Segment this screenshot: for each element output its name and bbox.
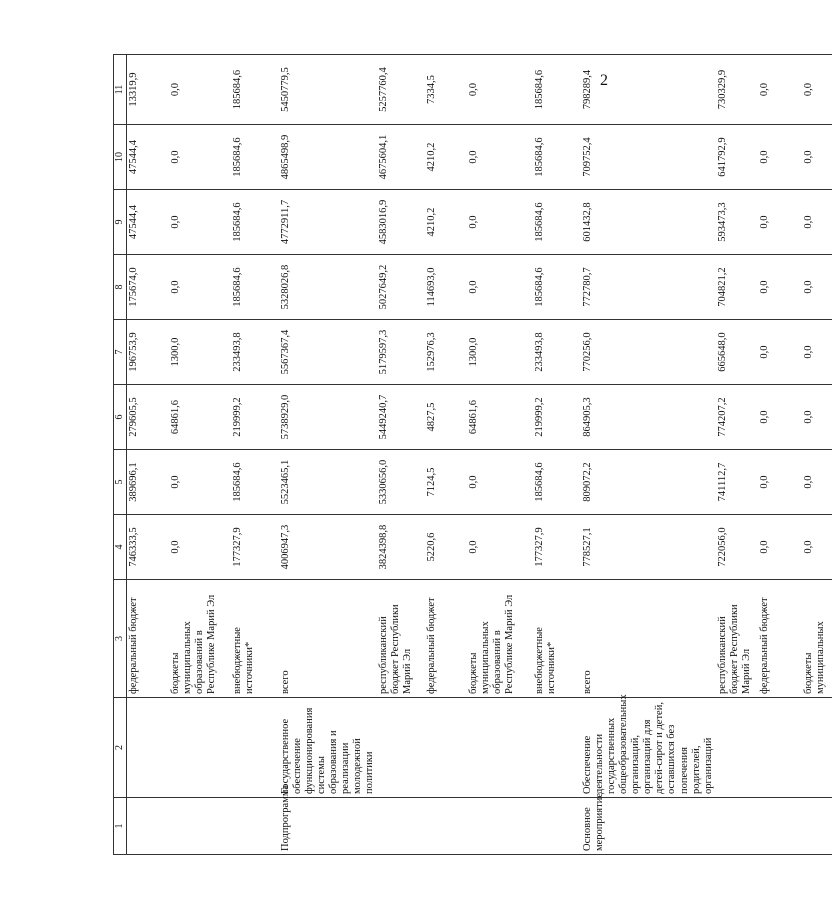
column-header-2: 2 — [114, 698, 127, 798]
row-category-cell — [758, 798, 802, 855]
value-cell-col-11: 5257760,4 — [377, 55, 425, 125]
funding-source-cell: федеральный бюджет — [425, 580, 467, 698]
value-cell-col-11: 13319,9 — [127, 55, 169, 125]
value-cell-col-6: 5449240,7 — [377, 385, 425, 450]
value-cell-col-10: 0,0 — [802, 125, 832, 190]
value-cell-col-4: 0,0 — [169, 515, 231, 580]
table-row — [231, 55, 279, 855]
value-cell-col-6: 64861,6 — [169, 385, 231, 450]
value-cell-col-5: 0,0 — [758, 450, 802, 515]
value-cell-col-6: 0,0 — [802, 385, 832, 450]
value-cell-col-11: 0,0 — [169, 55, 231, 125]
table-row — [581, 55, 716, 855]
funding-source-cell: всего — [581, 580, 716, 698]
value-cell-col-6: 64861,6 — [467, 385, 533, 450]
value-cell-col-5: 0,0 — [169, 450, 231, 515]
value-cell-col-8: 0,0 — [758, 255, 802, 320]
row-name-cell — [758, 698, 802, 798]
value-cell-col-10: 0,0 — [758, 125, 802, 190]
value-cell-col-10: 709752,4 — [581, 125, 716, 190]
budget-table — [113, 54, 832, 855]
row-category-cell — [377, 798, 425, 855]
value-cell-col-9: 0,0 — [467, 190, 533, 255]
value-cell-col-5: 809072,2 — [581, 450, 716, 515]
row-name-cell — [127, 698, 169, 798]
funding-source-cell: бюджеты муниципальных образований в Республике Марий Эл — [169, 580, 231, 698]
row-name-cell — [533, 698, 581, 798]
value-cell-col-7: 233493,8 — [231, 320, 279, 385]
value-cell-col-10: 641792,9 — [716, 125, 758, 190]
column-header-3: 3 — [114, 580, 127, 698]
row-name-cell — [467, 698, 533, 798]
value-cell-col-7: 152976,3 — [425, 320, 467, 385]
funding-source-cell: федеральный бюджет — [758, 580, 802, 698]
value-cell-col-8: 5027649,2 — [377, 255, 425, 320]
value-cell-col-11: 5450779,5 — [279, 55, 378, 125]
value-cell-col-5: 389696,1 — [127, 450, 169, 515]
table-row — [377, 55, 425, 855]
column-header-10: 10 — [114, 125, 127, 190]
value-cell-col-4: 5220,6 — [425, 515, 467, 580]
value-cell-col-8: 185684,6 — [231, 255, 279, 320]
value-cell-col-5: 7124,5 — [425, 450, 467, 515]
value-cell-col-4: 177327,9 — [533, 515, 581, 580]
row-name-cell — [169, 698, 231, 798]
rotated-table-container — [113, 55, 826, 855]
value-cell-col-5: 5523465,1 — [279, 450, 378, 515]
value-cell-col-9: 4210,2 — [425, 190, 467, 255]
table-row — [127, 55, 169, 855]
column-header-5: 5 — [114, 450, 127, 515]
value-cell-col-7: 233493,8 — [533, 320, 581, 385]
value-cell-col-7: 0,0 — [802, 320, 832, 385]
row-category-cell — [716, 798, 758, 855]
value-cell-col-6: 219999,2 — [533, 385, 581, 450]
value-cell-col-6: 774207,2 — [716, 385, 758, 450]
value-cell-col-7: 1300,0 — [467, 320, 533, 385]
value-cell-col-10: 4865498,9 — [279, 125, 378, 190]
funding-source-cell: бюджеты муниципальных образований в Республике Марий Эл — [467, 580, 533, 698]
value-cell-col-9: 4772911,7 — [279, 190, 378, 255]
value-cell-col-8: 772780,7 — [581, 255, 716, 320]
row-category-cell — [802, 798, 832, 855]
funding-source-cell: республиканский бюджет Республики Марий Эл — [377, 580, 425, 698]
value-cell-col-5: 185684,6 — [231, 450, 279, 515]
value-cell-col-7: 5567367,4 — [279, 320, 378, 385]
row-name-cell — [377, 698, 425, 798]
value-cell-col-4: 0,0 — [467, 515, 533, 580]
value-cell-col-4: 0,0 — [802, 515, 832, 580]
funding-source-cell: бюджеты муниципальных — [802, 580, 832, 698]
value-cell-col-5: 741112,7 — [716, 450, 758, 515]
row-category-cell — [169, 798, 231, 855]
funding-source-cell: республиканский бюджет Республики Марий Эл — [716, 580, 758, 698]
table-row — [169, 55, 231, 855]
funding-source-cell: всего — [279, 580, 378, 698]
value-cell-col-9: 185684,6 — [231, 190, 279, 255]
value-cell-col-10: 0,0 — [169, 125, 231, 190]
row-category-cell: Основное мероприятие — [581, 798, 716, 855]
column-header-4: 4 — [114, 515, 127, 580]
value-cell-col-9: 0,0 — [758, 190, 802, 255]
value-cell-col-9: 185684,6 — [533, 190, 581, 255]
column-header-8: 8 — [114, 255, 127, 320]
table-row — [758, 55, 802, 855]
header-row — [114, 55, 127, 855]
value-cell-col-4: 3824398,8 — [377, 515, 425, 580]
value-cell-col-9: 0,0 — [802, 190, 832, 255]
column-header-6: 6 — [114, 385, 127, 450]
value-cell-col-4: 0,0 — [758, 515, 802, 580]
value-cell-col-8: 5328026,8 — [279, 255, 378, 320]
funding-source-cell: федеральный бюджет — [127, 580, 169, 698]
page-number: 2 — [600, 72, 608, 89]
funding-source-cell: внебюджетные источники* — [231, 580, 279, 698]
row-category-cell: Подпрограмма — [279, 798, 378, 855]
value-cell-col-6: 279605,5 — [127, 385, 169, 450]
value-cell-col-7: 196753,9 — [127, 320, 169, 385]
column-header-7: 7 — [114, 320, 127, 385]
row-category-cell — [127, 798, 169, 855]
column-header-1: 1 — [114, 798, 127, 855]
value-cell-col-10: 47544,4 — [127, 125, 169, 190]
row-name-cell — [802, 698, 832, 798]
value-cell-col-7: 770256,0 — [581, 320, 716, 385]
value-cell-col-4: 778527,1 — [581, 515, 716, 580]
value-cell-col-8: 0,0 — [802, 255, 832, 320]
value-cell-col-8: 0,0 — [467, 255, 533, 320]
table-row — [802, 55, 832, 855]
value-cell-col-6: 864905,3 — [581, 385, 716, 450]
value-cell-col-11: 730329,9 — [716, 55, 758, 125]
table-row — [467, 55, 533, 855]
value-cell-col-6: 4827,5 — [425, 385, 467, 450]
row-category-cell — [425, 798, 467, 855]
value-cell-col-4: 746333,5 — [127, 515, 169, 580]
value-cell-col-8: 114693,0 — [425, 255, 467, 320]
value-cell-col-6: 5738929,0 — [279, 385, 378, 450]
row-category-cell — [533, 798, 581, 855]
row-name-cell — [231, 698, 279, 798]
value-cell-col-10: 4210,2 — [425, 125, 467, 190]
value-cell-col-9: 593473,3 — [716, 190, 758, 255]
value-cell-col-7: 1300,0 — [169, 320, 231, 385]
funding-source-cell: внебюджетные источники* — [533, 580, 581, 698]
row-name-cell — [716, 698, 758, 798]
value-cell-col-7: 5179597,3 — [377, 320, 425, 385]
value-cell-col-10: 185684,6 — [231, 125, 279, 190]
row-name-cell: Государственное обеспечение функционирования системы образования и реализации молодежной политики — [279, 698, 378, 798]
value-cell-col-4: 177327,9 — [231, 515, 279, 580]
row-category-cell — [231, 798, 279, 855]
value-cell-col-8: 185684,6 — [533, 255, 581, 320]
value-cell-col-5: 5330656,0 — [377, 450, 425, 515]
row-name-cell — [425, 698, 467, 798]
table-row — [279, 55, 378, 855]
table-body — [127, 55, 832, 855]
value-cell-col-11: 185684,6 — [231, 55, 279, 125]
value-cell-col-6: 219999,2 — [231, 385, 279, 450]
value-cell-col-8: 175674,0 — [127, 255, 169, 320]
value-cell-col-5: 185684,6 — [533, 450, 581, 515]
value-cell-col-9: 4583016,9 — [377, 190, 425, 255]
value-cell-col-11: 7334,5 — [425, 55, 467, 125]
value-cell-col-8: 0,0 — [169, 255, 231, 320]
value-cell-col-9: 47544,4 — [127, 190, 169, 255]
column-header-9: 9 — [114, 190, 127, 255]
value-cell-col-8: 704821,2 — [716, 255, 758, 320]
value-cell-col-7: 665648,0 — [716, 320, 758, 385]
value-cell-col-9: 0,0 — [169, 190, 231, 255]
table-row — [716, 55, 758, 855]
table-row — [425, 55, 467, 855]
value-cell-col-11: 0,0 — [467, 55, 533, 125]
value-cell-col-10: 0,0 — [467, 125, 533, 190]
value-cell-col-9: 601432,8 — [581, 190, 716, 255]
table-row — [533, 55, 581, 855]
value-cell-col-4: 4006947,3 — [279, 515, 378, 580]
value-cell-col-10: 4675604,1 — [377, 125, 425, 190]
value-cell-col-4: 722056,0 — [716, 515, 758, 580]
row-category-cell — [467, 798, 533, 855]
value-cell-col-10: 185684,6 — [533, 125, 581, 190]
value-cell-col-5: 0,0 — [467, 450, 533, 515]
row-name-cell: Обеспечение деятельности государственных общеобразовательных организаций, организаций для детей-сирот и детей, оставшихся без попечения родителей, организаций — [581, 698, 716, 798]
value-cell-col-7: 0,0 — [758, 320, 802, 385]
column-header-11: 11 — [114, 55, 127, 125]
value-cell-col-11: 185684,6 — [533, 55, 581, 125]
value-cell-col-11: 0,0 — [802, 55, 832, 125]
value-cell-col-6: 0,0 — [758, 385, 802, 450]
value-cell-col-11: 798289,4 — [581, 55, 716, 125]
value-cell-col-11: 0,0 — [758, 55, 802, 125]
value-cell-col-5: 0,0 — [802, 450, 832, 515]
